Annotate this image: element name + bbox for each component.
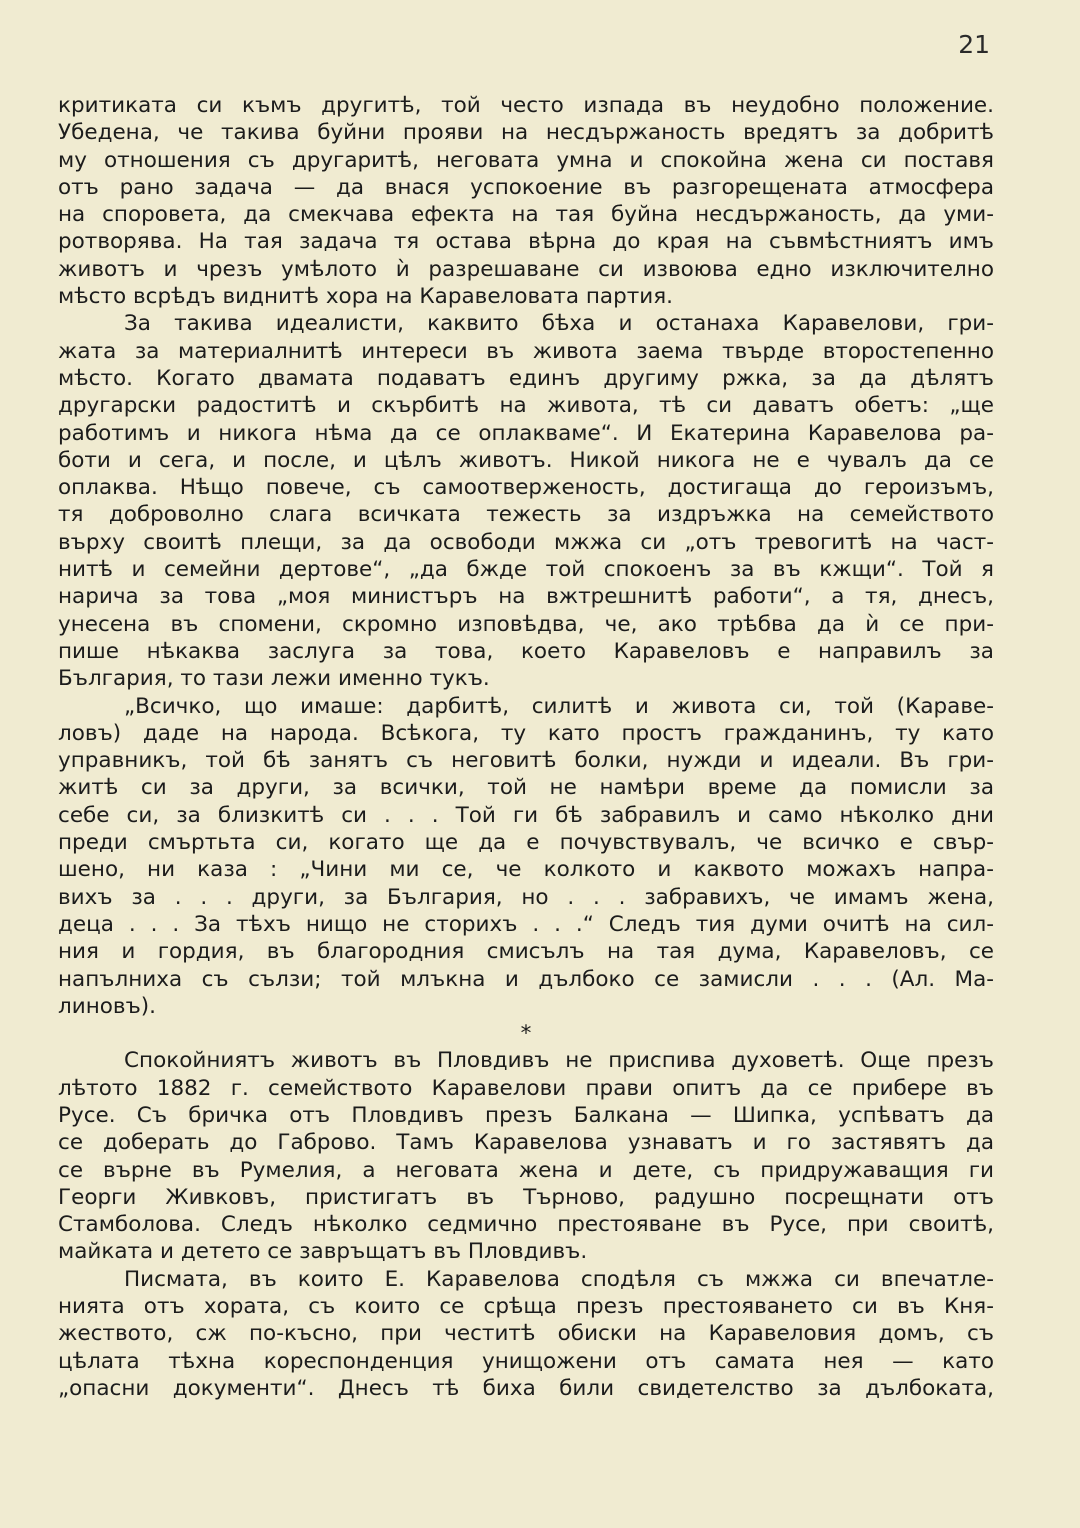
text-line: управникъ, той бѣ занятъ съ неговитѣ болки, нужди и идеали. Въ гри-	[58, 748, 994, 774]
text-line: се върне въ Румелия, а неговата жена и дете, съ придружаващия ги	[58, 1157, 994, 1183]
text-line: деца . . . За тѣхъ нищо не сторихъ . . .“ Следъ тия думи очитѣ на сил-	[58, 911, 994, 937]
text-line: Русе. Съ бричка отъ Пловдивъ презъ Балкана — Шипка, успѣватъ да	[58, 1102, 994, 1128]
text-line: Писмата, въ които Е. Каравелова сподѣля съ мжжа си впечатле-	[124, 1266, 994, 1292]
text-line: напълниха съ сълзи; той млъкна и дълбоко се замисли . . . (Ал. Ма-	[58, 966, 994, 992]
text-line: пише нѣкаква заслуга за това, което Каравеловъ е направилъ за	[58, 638, 994, 664]
text-line: ния и гордия, въ благородния смисълъ на тая дума, Каравеловъ, се	[58, 939, 994, 965]
text-line: „Всичко, що имаше: дарбитѣ, силитѣ и живота си, той (Караве-	[124, 693, 994, 719]
text-line: жата за материалнитѣ интереси въ живота заема твърде второстепенно	[58, 338, 994, 364]
text-line: житѣ си за други, за всички, той не намѣри време да помисли за	[58, 775, 994, 801]
text-line: нарича за това „моя министъръ на вжтрешнитѣ работи“, а тя, днесъ,	[58, 584, 994, 610]
text-line: животъ и чрезъ умѣлото ѝ разрешаване си извоюва едно изключително	[58, 256, 994, 282]
text-line: жеството, сж по-късно, при честитѣ обиски на Каравеловия домъ, съ	[58, 1321, 994, 1347]
text-line: нитѣ и семейни дертове“, „да бжде той спокоенъ за въ кжщи“. Той я	[58, 557, 994, 583]
text-line: отъ рано задача — да внася успокоение въ разгорещената атмосфера	[58, 174, 994, 200]
text-line: Георги Живковъ, пристигатъ въ Търново, радушно посрещнати отъ	[58, 1184, 994, 1210]
text-line: Убедена, че такива буйни прояви на несдържаность вредятъ за добритѣ	[58, 120, 994, 146]
text-line: шено, ни каза : „Чини ми се, че колкото и каквото можахъ напра-	[58, 857, 994, 883]
text-line: ловъ) даде на народа. Всѣкога, ту като простъ гражданинъ, ту като	[58, 720, 994, 746]
text-line: работимъ и никога нѣма да се оплакваме“. И Екатерина Каравелова ра-	[58, 420, 994, 446]
text-line: тя доброволно слага всичката тежесть за издръжка на семейството	[58, 502, 994, 528]
text-line: майката и детето се завръщатъ въ Пловдивъ.	[58, 1239, 588, 1265]
text-line: оплаква. Нѣщо повече, съ самоотверженость, достигаща до героизъмъ,	[58, 475, 994, 501]
text-line: ротворява. На тая задача тя остава вѣрна до края на съвмѣстниятъ имъ	[58, 229, 994, 255]
text-line: преди смъртьта си, когато ще да е почувствувалъ, че всичко е свър-	[58, 830, 994, 856]
text-line: мѣсто. Когато двамата подаватъ единъ другиму ржка, за да дѣлятъ	[58, 365, 994, 391]
text-line: цѣлата тѣхна кореспонденция унищожени отъ самата нея — като	[58, 1348, 994, 1374]
text-line: Спокойниятъ животъ въ Пловдивъ не приспива духоветѣ. Още презъ	[124, 1048, 994, 1074]
text-line: нията отъ хората, съ които се срѣща презъ престояването си въ Кня-	[58, 1294, 994, 1320]
section-separator: *	[520, 1021, 532, 1047]
text-line: се доберать до Габрово. Тамъ Каравелова узнаватъ и го застявятъ да	[58, 1130, 994, 1156]
text-line: критиката си къмъ другитѣ, той често изпада въ неудобно положение.	[58, 93, 994, 118]
text-line: унесена въ спомени, скромно изповѣдва, че, ако трѣбва да ѝ се при-	[58, 611, 994, 637]
text-line: му отношения съ другаритѣ, неговата умна и спокойна жена си поставя	[58, 147, 994, 173]
text-line: За такива идеалисти, каквито бѣха и останаха Каравелови, гри-	[124, 311, 994, 337]
text-line: линовъ).	[58, 993, 157, 1019]
text-line: мѣсто всрѣдъ виднитѣ хора на Каравеловата партия.	[58, 284, 673, 310]
text-line: себе си, за близкитѣ си . . . Той ги бѣ забравилъ и само нѣколко дни	[58, 802, 994, 828]
text-line: другарски радоститѣ и скърбитѣ на живота, тѣ си даватъ обетъ: „ще	[58, 393, 994, 419]
text-line: вихъ за . . . други, за България, но . . . забравихъ, че имамъ жена,	[58, 884, 994, 910]
text-line: боти и сега, и после, и цѣлъ животъ. Никой никога не е чувалъ да се	[58, 447, 994, 473]
body-text	[58, 92, 994, 1402]
text-line: на споровета, да смекчава ефекта на тая буйна несдържаность, да уми-	[58, 202, 994, 228]
text-line: върху своитѣ плещи, за да освободи мжжа си „отъ тревогитѣ на част-	[58, 529, 994, 555]
text-line: лѣтото 1882 г. семейството Каравелови прави опитъ да се прибере въ	[58, 1075, 994, 1101]
text-line: Стамболова. Следъ нѣколко седмично престояване въ Русе, при своитѣ,	[58, 1212, 994, 1238]
text-line: България, то тази лежи именно тукъ.	[58, 666, 490, 692]
text-line: „опасни документи“. Днесъ тѣ биха били свидетелство за дълбоката,	[58, 1375, 994, 1401]
page-number: 21	[958, 30, 990, 59]
